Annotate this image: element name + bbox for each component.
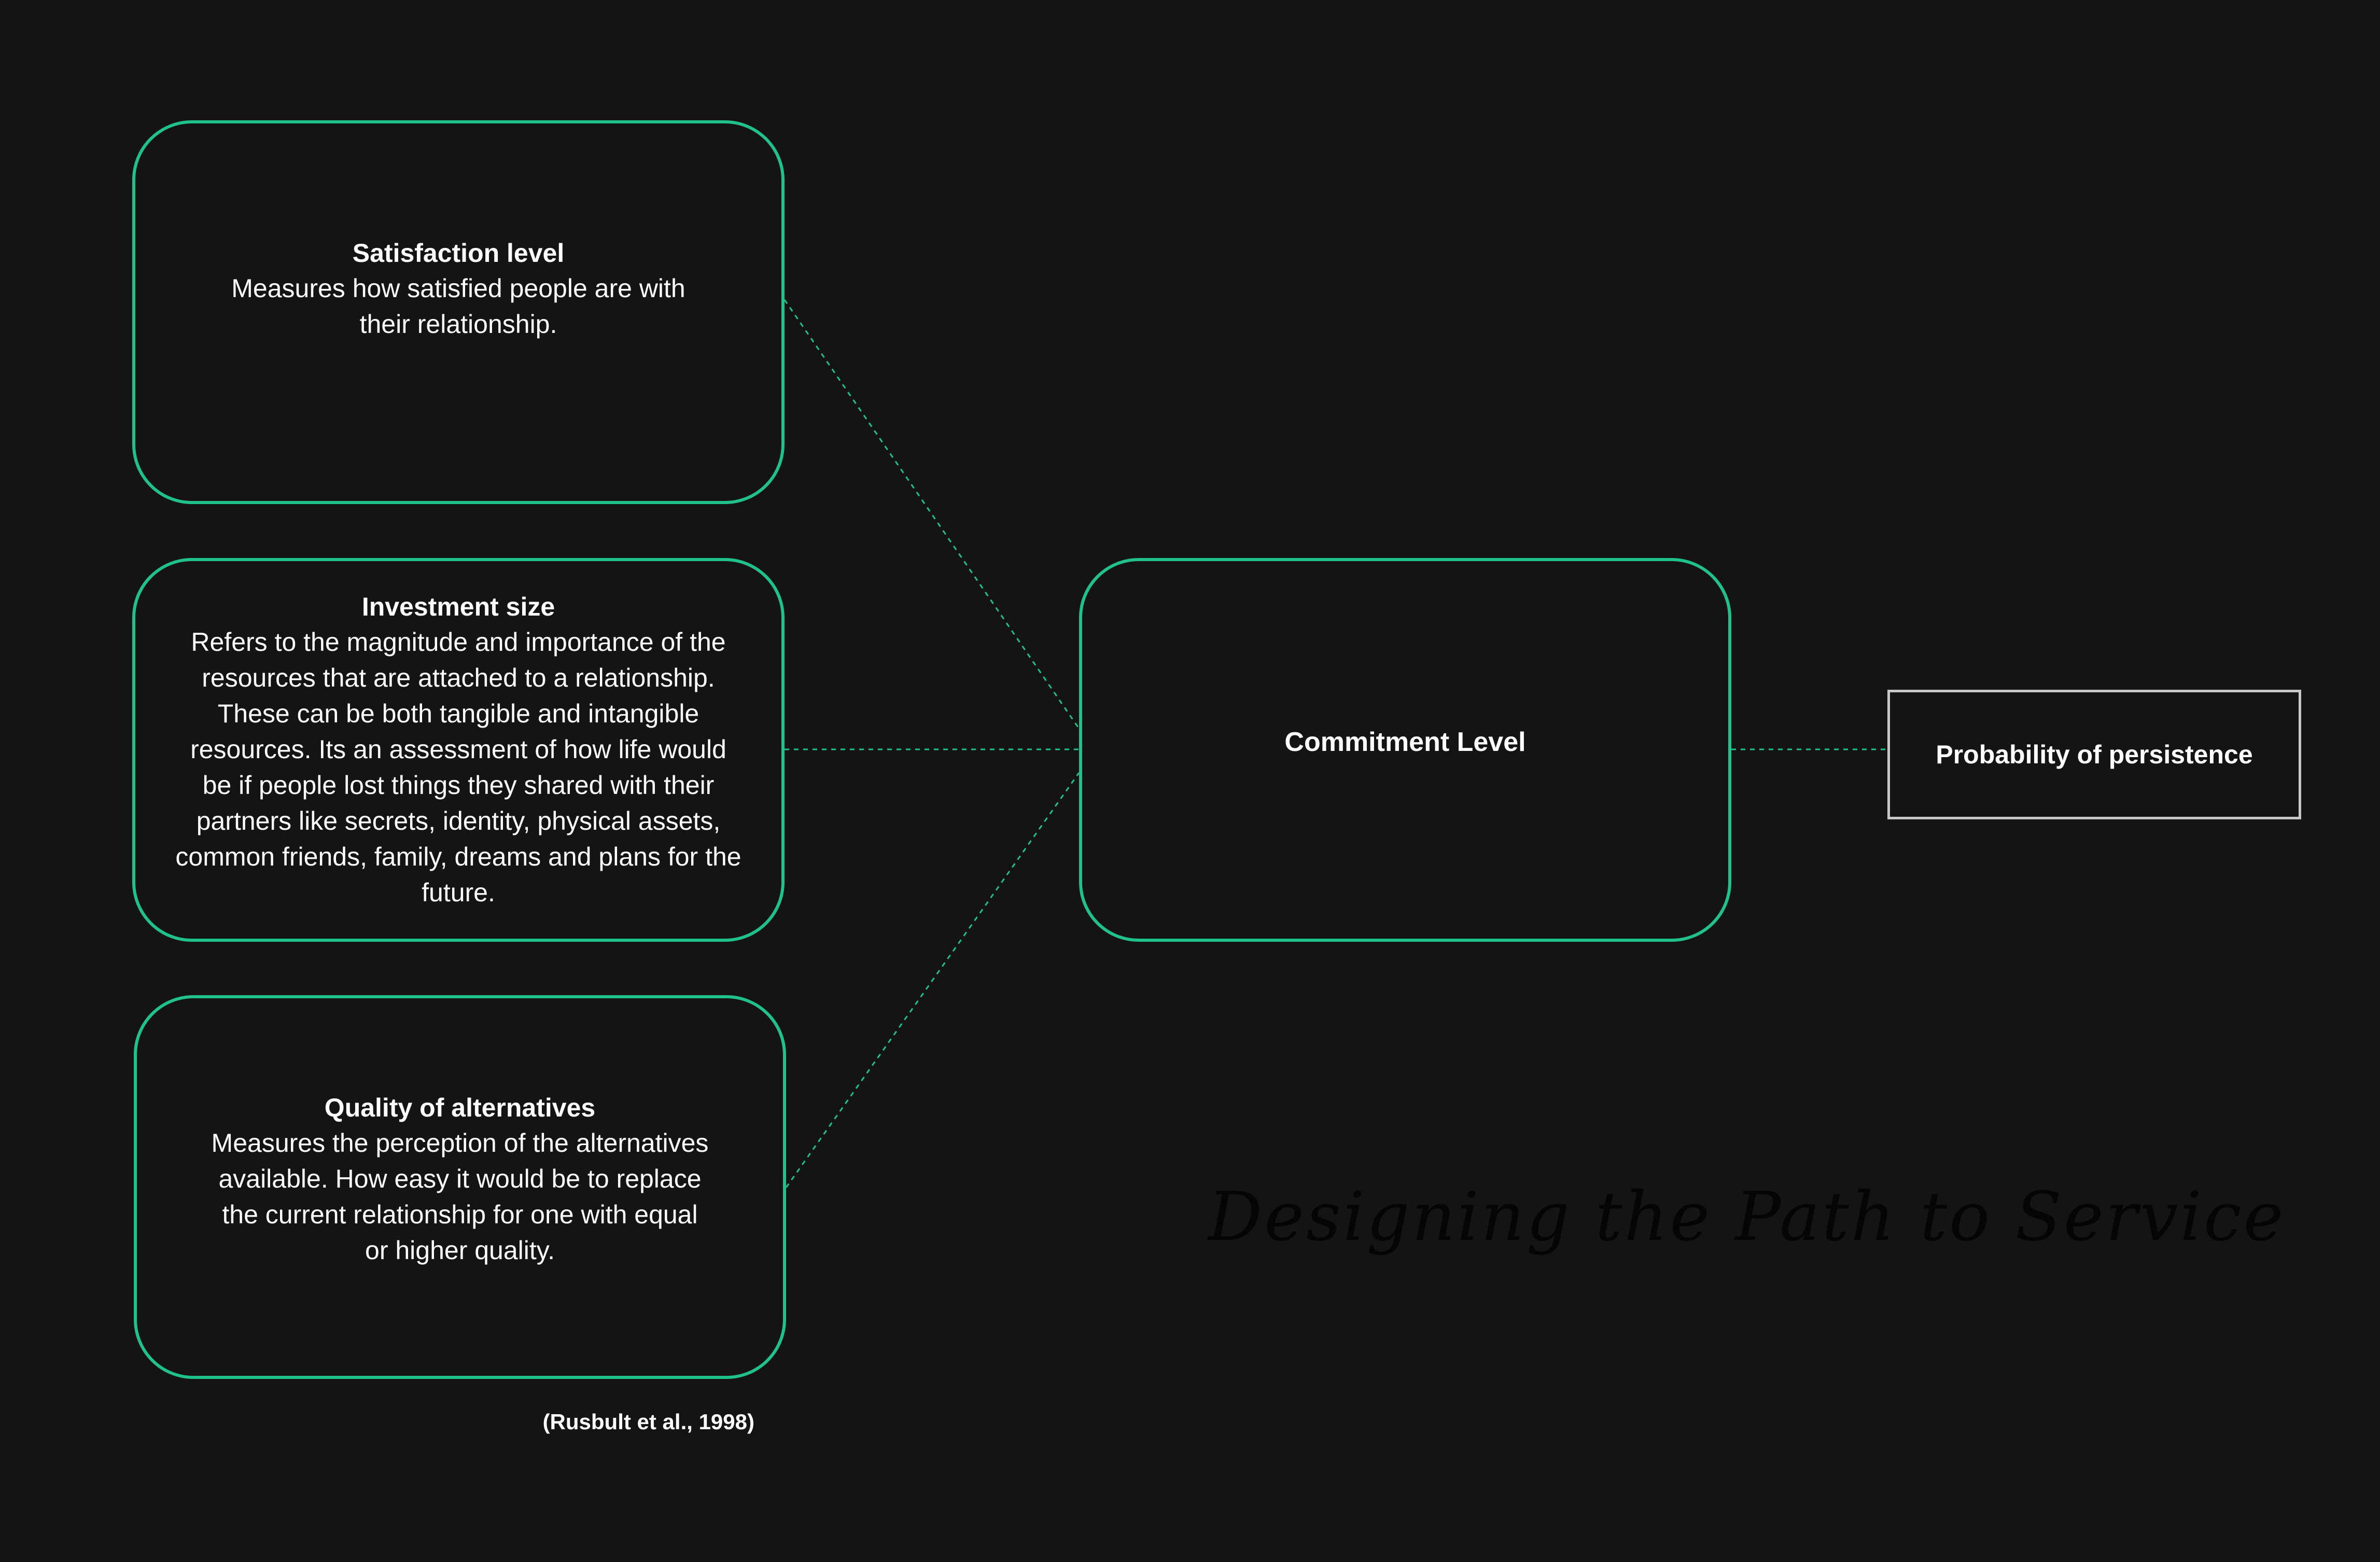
factor-description: Refers to the magnitude and importance of the resources that are attached to a relationship. These can be both tangible and intangible resources. Its an assessment of how life would be if people lost things they shared with their partners like secrets, identity, physical assets, common friends, family, dreams and plans for the future. — [175, 627, 741, 907]
factor-description: Measures how satisfied people are with their relationship. — [231, 274, 685, 339]
connector-satisfaction-to-commitment — [785, 300, 1079, 729]
connector-alternatives-to-commitment — [786, 773, 1079, 1188]
factor-title: Investment size — [361, 592, 555, 621]
outcome-label: Probability of persistence — [1936, 740, 2253, 769]
commitment-label: Commitment Level — [1284, 727, 1526, 757]
factor-description: Measures the perception of the alternatives available. How easy it would be to replace the current relationship for one with equal or higher quality. — [211, 1128, 709, 1265]
factor-title: Quality of alternatives — [324, 1093, 596, 1122]
factor-box-alternatives — [134, 995, 786, 1379]
watermark: Designing the Path to Service — [1208, 1177, 2286, 1256]
factor-box-satisfaction — [132, 120, 785, 504]
commitment-box — [1079, 558, 1731, 942]
factor-box-investment — [132, 558, 785, 942]
factor-title: Satisfaction level — [352, 239, 565, 268]
outcome-box — [1887, 690, 2301, 819]
citation: (Rusbult et al., 1998) — [542, 1410, 754, 1434]
